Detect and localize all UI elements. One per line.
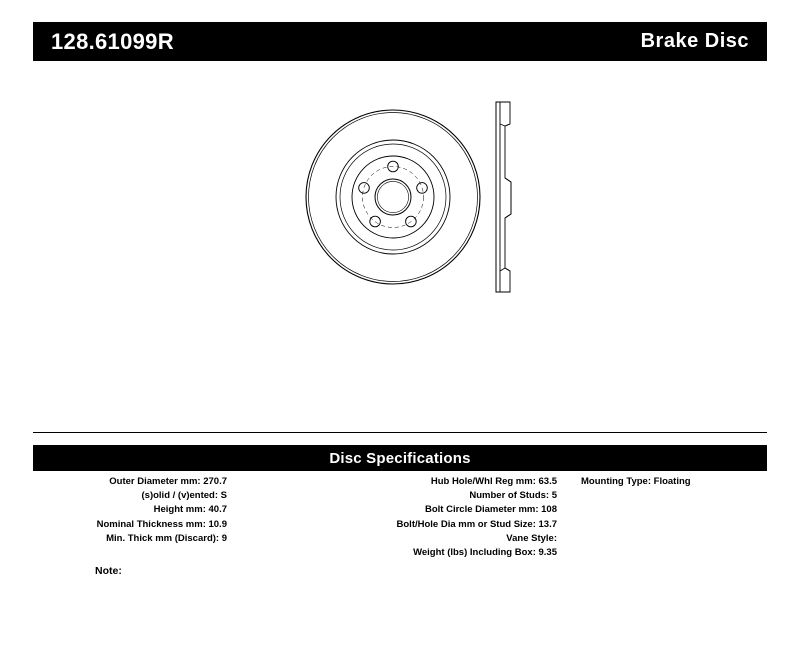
rotor-face-view bbox=[298, 102, 488, 297]
rotor-edge-view bbox=[478, 96, 538, 301]
spec-section-title: Disc Specifications bbox=[33, 445, 767, 471]
part-number: 128.61099R bbox=[51, 28, 174, 54]
spec-columns bbox=[33, 475, 767, 560]
spec-item: Weight (lbs) Including Box: 9.35 bbox=[413, 547, 557, 559]
technical-drawing bbox=[33, 70, 767, 430]
spec-item: Number of Studs: 5 bbox=[469, 490, 557, 502]
spec-item: Mounting Type: Floating bbox=[581, 476, 691, 487]
spec-item: Height mm: 40.7 bbox=[153, 504, 227, 516]
spec-item: Min. Thick mm (Discard): 9 bbox=[106, 532, 227, 544]
spec-column-left bbox=[33, 475, 233, 546]
section-divider bbox=[33, 432, 767, 433]
header-bar bbox=[33, 22, 767, 61]
spec-column-right bbox=[563, 475, 767, 489]
note-label: Note: bbox=[95, 565, 122, 577]
page-title: Brake Disc bbox=[640, 30, 749, 52]
spec-item: Hub Hole/Whl Reg mm: 63.5 bbox=[430, 476, 557, 487]
spec-item: (s)olid / (v)ented: S bbox=[141, 490, 227, 502]
spec-item: Bolt Circle Diameter mm: 108 bbox=[425, 504, 557, 516]
spec-column-middle bbox=[233, 475, 563, 560]
spec-item: Nominal Thickness mm: 10.9 bbox=[96, 518, 227, 530]
spec-item: Vane Style: bbox=[506, 532, 557, 544]
spec-item: Bolt/Hole Dia mm or Stud Size: 13.7 bbox=[396, 518, 557, 530]
spec-item: Outer Diameter mm: 270.7 bbox=[109, 476, 227, 487]
note-row bbox=[33, 565, 767, 577]
